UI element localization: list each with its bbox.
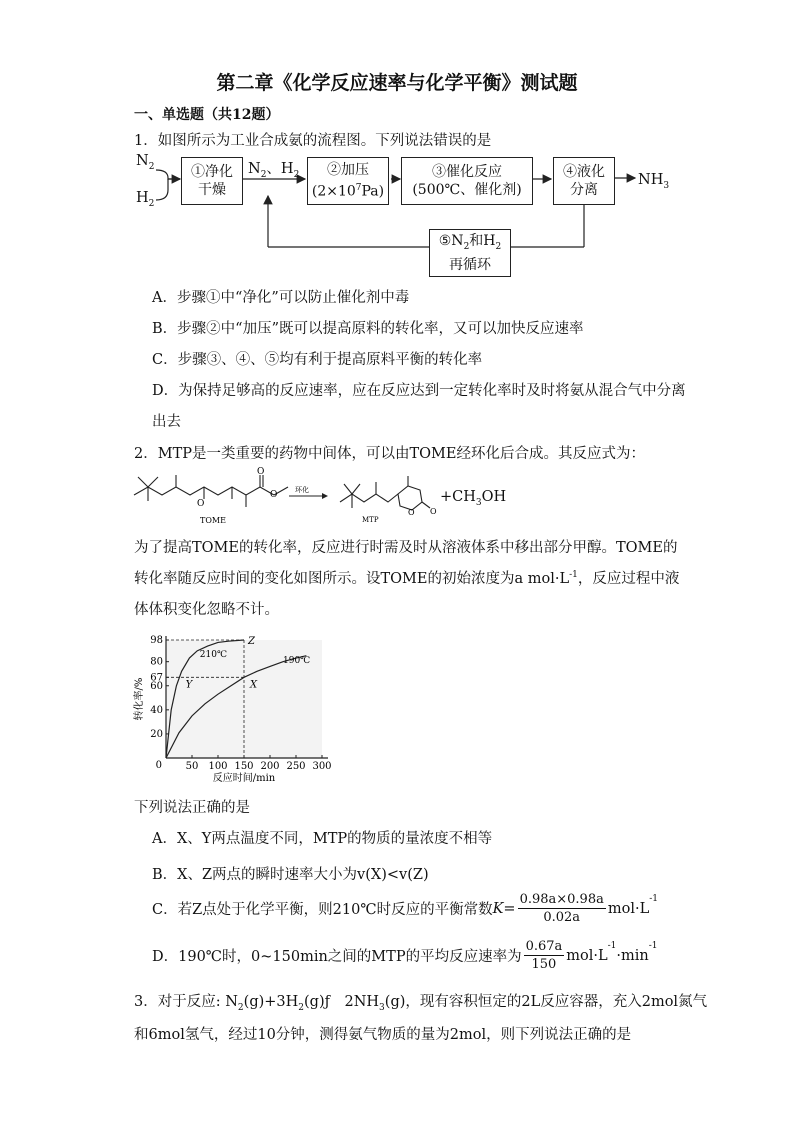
flow-input-n2: $N_2$ (136, 153, 155, 172)
methanol-product: $+CH_3OH$ (440, 489, 507, 508)
flow-input-h2: $H_2$ (136, 190, 155, 209)
svg-text:O: O (197, 499, 205, 509)
flow-output-nh3: $NH_3$ (638, 172, 670, 191)
rate-fraction: $\frac{0.67a}{150}$ (525, 939, 563, 972)
page-title: 第二章《化学反应速率与化学平衡》测试题 (216, 72, 578, 94)
series-label-210c: 210℃ (199, 649, 228, 660)
q1-option-d: D．为保持足够高的反应速率，应在反应达到一定转化率时及时将氨从混合气中分离 (152, 383, 686, 399)
flow-box-catalysis: ③催化反应 (500℃、催化剂) (401, 157, 533, 205)
series-label-190c: 190℃ (283, 655, 311, 666)
svg-text:O: O (430, 507, 437, 516)
q3-line-2: 和6mol氢气，经过10分钟，测得氨气物质的量为2mol，则下列说法正确的是 (134, 1027, 632, 1043)
point-label-z: Z (248, 636, 255, 647)
q2-stem: 2．MTP是一类重要的药物中间体，可以由TOME经环化后合成。其反应式为： (134, 446, 645, 462)
flow-output-arrow (611, 172, 639, 184)
x-tick-label: 100 (208, 761, 228, 772)
y-axis-title: 转化率/% (134, 677, 145, 721)
q2-para-2: 转化率随反应时间的变化如图所示。设TOME的初始浓度为a $mol\cdot L^{-1}$，反应过程中液 (134, 570, 680, 587)
origin-tick-label: 0 (155, 760, 162, 771)
equilibrium-constant-fraction: $\frac{0.98a\times 0.98a}{0.02a}$ (519, 892, 604, 925)
flow-box-pressurize: ②加压 $(2\times 10^7Pa)$ (307, 157, 389, 205)
q2-option-b: B．X、Z两点的瞬时速率大小为v(X)<v(Z) (152, 867, 429, 883)
flow-box-liquefy: ④液化 分离 (553, 157, 615, 205)
q3-line-1: 3．对于反应: $N_2(g)+3H_2(g)ƒ$ $2NH_3(g)$，现有容积恒定的2L反应容器，充入2mol氮气 (134, 994, 708, 1013)
tome-label: TOME (200, 516, 226, 525)
q2-ask: 下列说法正确的是 (134, 800, 250, 816)
y-tick-label: 80 (150, 656, 163, 668)
q1-option-a: A．步骤①中“净化”可以防止催化剂中毒 (152, 290, 410, 306)
x-tick-label: 50 (185, 761, 199, 772)
q2-para-3: 体体积变化忽略不计。 (134, 602, 279, 618)
mtp-label: MTP (362, 516, 379, 524)
x-tick-label: 150 (234, 761, 254, 772)
svg-text:O: O (408, 508, 415, 517)
conversion-chart (130, 632, 340, 782)
flow-mid-label: $N_2$、$H_2$ (248, 161, 300, 180)
q2-option-d: D．190℃时，0~150min之间的MTP的平均反应速率为 $\frac{0.67a}{150}$ mol·L $^{-1}$ ·min $^{-1}$ (152, 939, 658, 972)
q1-option-c: C．步骤③、④、⑤均有利于提高原料平衡的转化率 (152, 352, 483, 368)
x-tick-label: 200 (260, 761, 280, 772)
flow-box-purify: ①净化 干燥 (181, 157, 243, 205)
y-tick-label: 40 (150, 704, 163, 716)
x-axis-title: 反应时间/min (212, 773, 276, 782)
section-heading: 一、单选题（共12题） (134, 107, 280, 123)
x-tick-label: 250 (286, 761, 306, 772)
mtp-structure (336, 470, 446, 525)
y-tick-label: 98 (150, 635, 163, 646)
q2-para-1: 为了提高TOME的转化率，反应进行时需及时从溶液体系中移出部分甲醇。TOME的 (134, 540, 678, 556)
svg-text:O: O (270, 490, 278, 500)
svg-text:O: O (257, 467, 265, 477)
q2-option-c: C．若Z点处于化学平衡，则210℃时反应的平衡常数 K= $\frac{0.98a\times 0.98a}{0.02a}$ mol·L $^{-1}$ (152, 892, 658, 925)
q1-option-d-cont: 出去 (152, 414, 181, 430)
y-tick-label: 67 (150, 672, 163, 684)
reaction-arrow (287, 485, 331, 501)
x-tick-label: 300 (312, 761, 332, 772)
q1-stem: 1．如图所示为工业合成氨的流程图。下列说法错误的是 (134, 133, 492, 149)
y-tick-label: 60 (150, 680, 163, 692)
q1-option-b: B．步骤②中“加压”既可以提高原料的转化率，又可以加快反应速率 (152, 321, 584, 337)
flow-box-recycle: $⑤N_2$和$H_2$ 再循环 (429, 229, 511, 277)
y-tick-label: 20 (150, 728, 163, 740)
point-label-y: Y (185, 679, 193, 691)
reaction-arrow-label: 环化 (295, 486, 309, 494)
point-label-x: X (250, 679, 258, 691)
q2-option-a: A．X、Y两点温度不同，MTP的物质的量浓度不相等 (152, 831, 493, 847)
